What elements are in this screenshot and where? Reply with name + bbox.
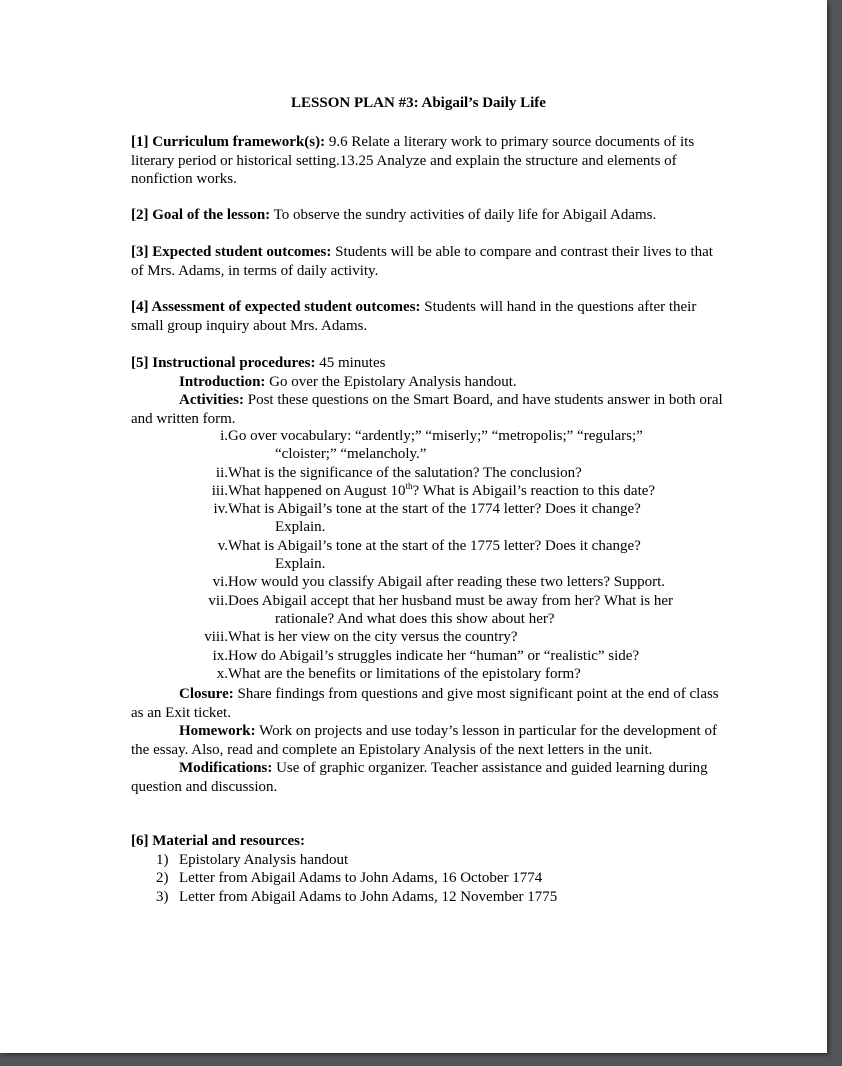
modifications-label: Modifications: <box>179 760 273 776</box>
question-item: vii.Does Abigail accept that her husband must be away from her? What is her rationale? And what does this show about her? <box>208 592 673 627</box>
question-item: i.Go over vocabulary: “ardently;” “miserly;” “metropolis;” “regulars;” “cloister;” “melancholy.” <box>220 428 643 463</box>
materials-label: [6] Material and resources: <box>131 833 305 849</box>
question-item: iv.What is Abigail’s tone at the start of the 1774 letter? Does it change? Explain. <box>213 501 641 536</box>
curriculum-text: 9.6 Relate a literary work to primary source documents of its literary period or historical setting.13.25 Analyze and explain the structure and elements of nonfiction works. <box>131 134 695 187</box>
curriculum-section <box>131 133 726 189</box>
introduction-line <box>131 373 726 392</box>
materials-item: 3) Letter from Abigail Adams to John Adams, 12 November 1775 <box>156 888 558 905</box>
assessment-section <box>131 298 726 335</box>
procedures-text: 45 minutes <box>315 355 386 371</box>
introduction-label: Introduction: <box>179 373 266 390</box>
outcomes-label: [3] Expected student outcomes: <box>131 244 332 260</box>
question-item: viii.What is her view on the city versus the country? <box>204 629 518 646</box>
homework-text: Work on projects and use today’s lesson in particular for the development of the essay. Also, read and complete an Epistolary Analysis of the next letters in the unit. <box>131 723 717 758</box>
materials-section <box>131 832 691 906</box>
question-item: ix.How do Abigail’s struggles indicate her “human” or “realistic” side? <box>212 647 640 664</box>
materials-item: 2) Letter from Abigail Adams to John Adams, 16 October 1774 <box>156 870 543 886</box>
assessment-text: Students will hand in the questions after their small group inquiry about Mrs. Adams. <box>131 299 697 334</box>
outcomes-section <box>131 243 726 280</box>
procedures-section <box>131 354 726 428</box>
page-title: LESSON PLAN #3: Abigail’s Daily Life <box>291 95 546 111</box>
question-item: ii.What is the significance of the salutation? The conclusion? <box>215 464 582 481</box>
introduction-text: Go over the Epistolary Analysis handout. <box>265 373 517 390</box>
question-item: iii.What happened on August 10th? What is Abigail’s reaction to this date? <box>211 480 656 499</box>
activities-line <box>131 391 726 428</box>
activities-text: Post these questions on the Smart Board, and have students answer in both oral and written form. <box>131 392 723 427</box>
goal-label: [2] Goal of the lesson: <box>131 207 271 223</box>
curriculum-label: [1] Curriculum framework(s): <box>131 134 326 150</box>
activities-label: Activities: <box>179 392 244 408</box>
question-item: x.What are the benefits or limitations of the epistolary form? <box>216 665 581 682</box>
closure-section <box>131 685 726 796</box>
question-item: vi.How would you classify Abigail after reading these two letters? Support. <box>212 574 665 591</box>
goal-section <box>131 206 726 225</box>
homework-label: Homework: <box>179 723 256 739</box>
question-list <box>160 427 720 683</box>
modifications-text: Use of graphic organizer. Teacher assistance and guided learning during question and discussion. <box>131 760 708 795</box>
procedures-label: [5] Instructional procedures: <box>131 355 316 371</box>
goal-text: To observe the sundry activities of daily life for Abigail Adams. <box>270 207 657 223</box>
materials-item: 1) Epistolary Analysis handout <box>156 851 349 868</box>
closure-label: Closure: <box>179 686 234 702</box>
closure-text: Share findings from questions and give most significant point at the end of class as an Exit ticket. <box>131 686 719 721</box>
outcomes-text: Students will be able to compare and contrast their lives to that of Mrs. Adams, in terms of daily activity. <box>131 244 713 279</box>
assessment-label: [4] Assessment of expected student outcomes: <box>131 299 421 315</box>
question-item: v.What is Abigail’s tone at the start of the 1775 letter? Does it change? Explain. <box>217 537 641 573</box>
